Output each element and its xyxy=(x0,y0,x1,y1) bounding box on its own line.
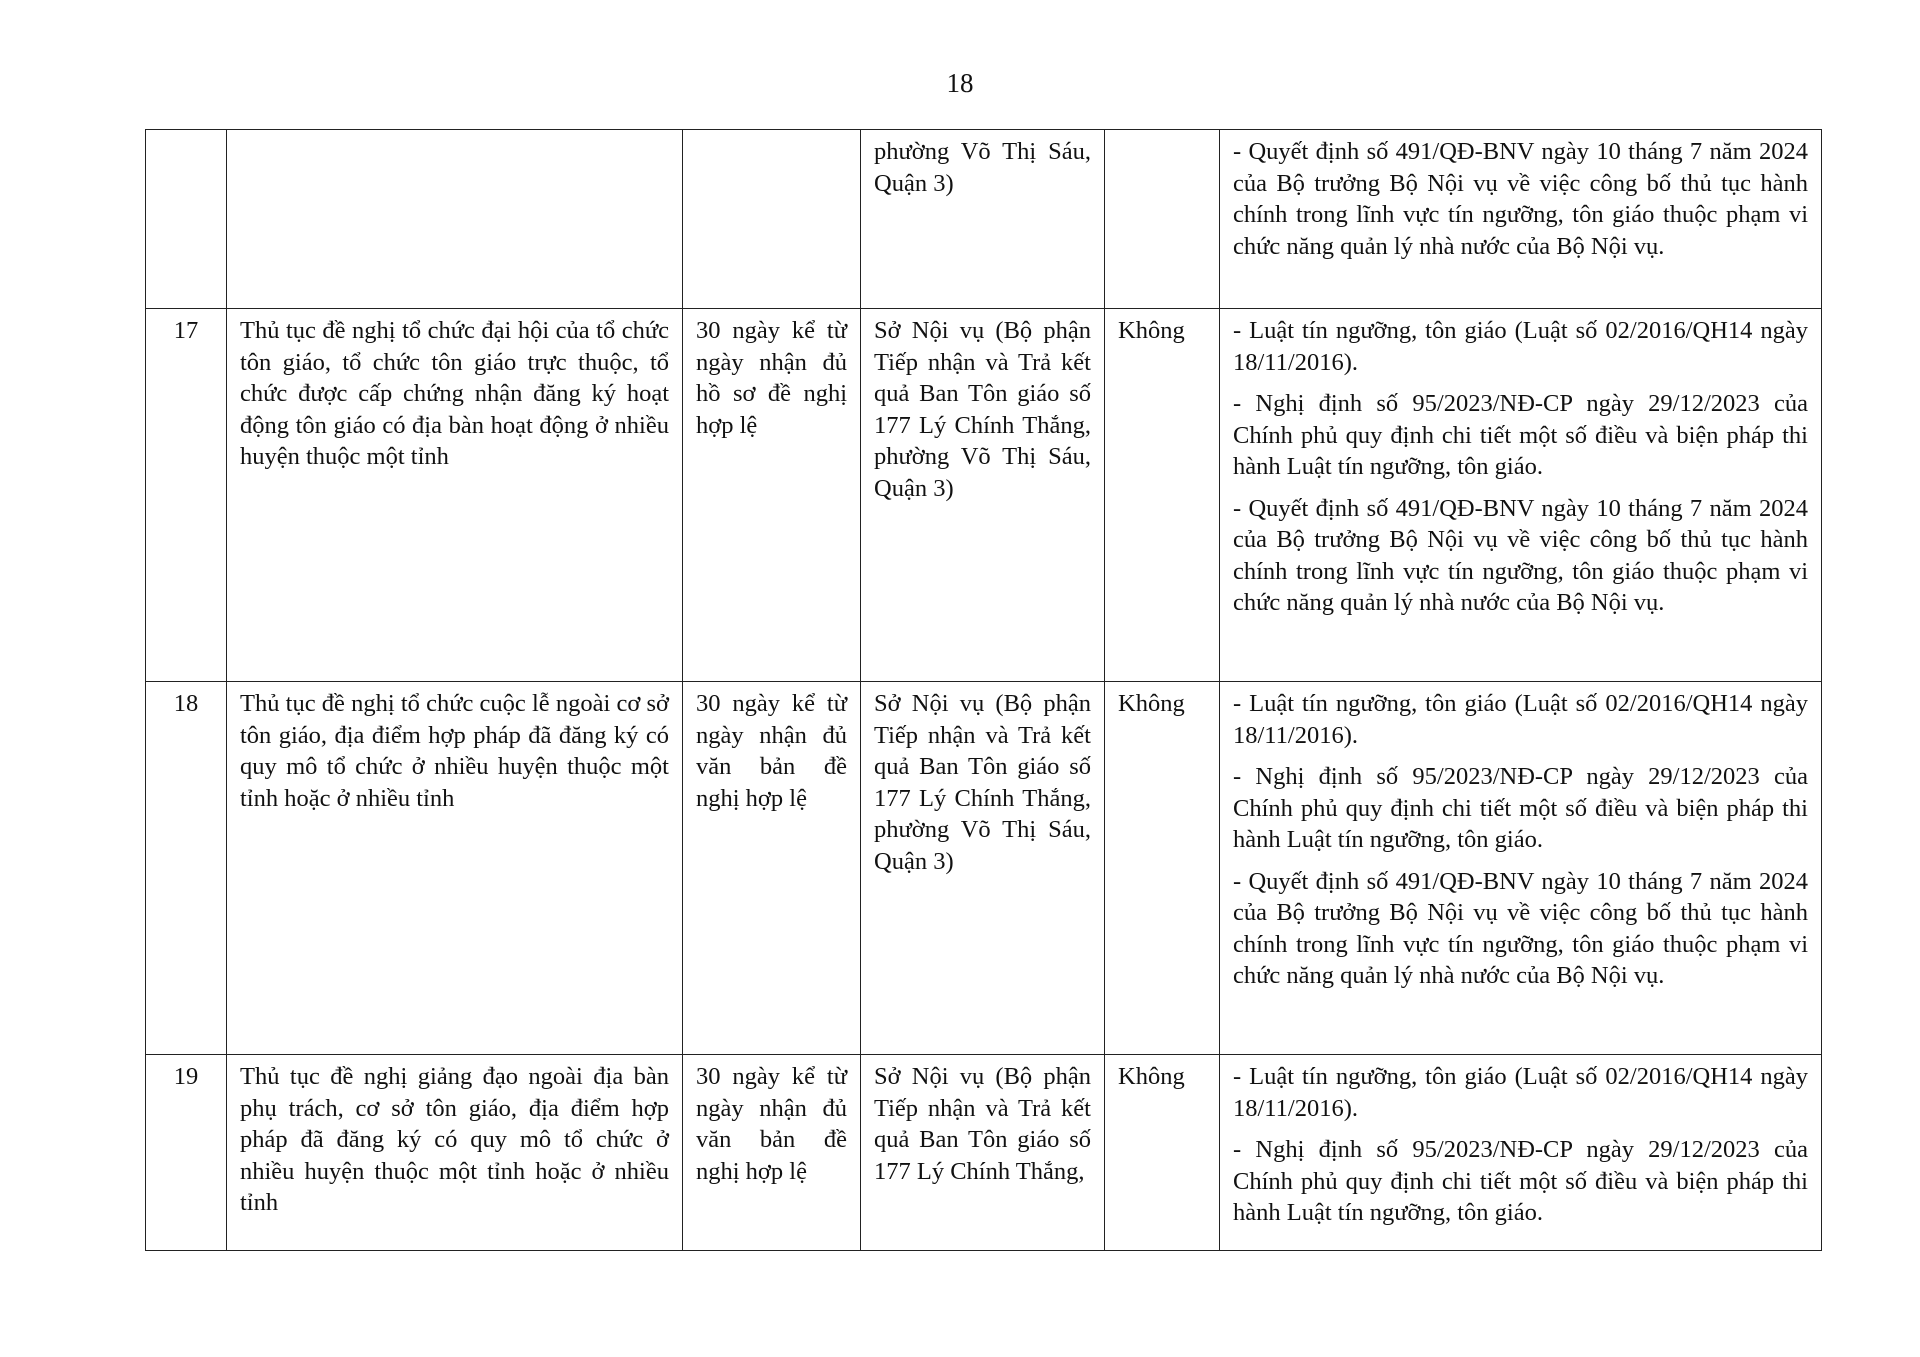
legal-basis-item: - Nghị định số 95/2023/NĐ-CP ngày 29/12/2023 của Chính phủ quy định chi tiết một số điều và biện pháp thi hành Luật tín ngưỡng, tôn giáo. xyxy=(1233,1136,1808,1226)
legal-basis-item: - Luật tín ngưỡng, tôn giáo (Luật số 02/2016/QH14 ngày 18/11/2016). xyxy=(1233,690,1808,749)
legal-basis-item: - Quyết định số 491/QĐ-BNV ngày 10 tháng 7 năm 2024 của Bộ trưởng Bộ Nội vụ về việc công bố thủ tục hành chính trong lĩnh vực tín ngưỡng, tôn giáo thuộc phạm vi chức năng quản lý nhà nước của Bộ Nội vụ. xyxy=(1233,138,1808,260)
row-number: 19 xyxy=(146,1055,227,1251)
table-row xyxy=(146,309,1822,682)
submission-place: phường Võ Thị Sáu, Quận 3) xyxy=(861,130,1105,309)
table-row xyxy=(146,682,1822,1055)
submission-place: Sở Nội vụ (Bộ phận Tiếp nhận và Trả kết quả Ban Tôn giáo số 177 Lý Chính Thắng, xyxy=(861,1055,1105,1251)
fee xyxy=(1105,130,1220,309)
legal-basis xyxy=(1220,130,1822,309)
processing-time xyxy=(683,130,861,309)
row-number: 18 xyxy=(146,682,227,1055)
procedures-table xyxy=(145,129,1822,1251)
row-number: 17 xyxy=(146,309,227,682)
processing-time: 30 ngày kể từ ngày nhận đủ văn bản đề nghị hợp lệ xyxy=(683,1055,861,1251)
legal-basis xyxy=(1220,309,1822,682)
row-number xyxy=(146,130,227,309)
procedure-name: Thủ tục đề nghị giảng đạo ngoài địa bàn phụ trách, cơ sở tôn giáo, địa điểm hợp pháp đã đăng ký có quy mô tổ chức ở nhiều huyện thuộc một tỉnh hoặc ở nhiều tỉnh xyxy=(227,1055,683,1251)
procedure-name xyxy=(227,130,683,309)
legal-basis-item: - Luật tín ngưỡng, tôn giáo (Luật số 02/2016/QH14 ngày 18/11/2016). xyxy=(1233,1063,1808,1122)
submission-place: Sở Nội vụ (Bộ phận Tiếp nhận và Trả kết quả Ban Tôn giáo số 177 Lý Chính Thắng, phường Võ Thị Sáu, Quận 3) xyxy=(861,309,1105,682)
legal-basis-item: - Nghị định số 95/2023/NĐ-CP ngày 29/12/2023 của Chính phủ quy định chi tiết một số điều và biện pháp thi hành Luật tín ngưỡng, tôn giáo. xyxy=(1233,763,1808,853)
legal-basis-item: - Nghị định số 95/2023/NĐ-CP ngày 29/12/2023 của Chính phủ quy định chi tiết một số điều và biện pháp thi hành Luật tín ngưỡng, tôn giáo. xyxy=(1233,390,1808,480)
fee: Không xyxy=(1105,1055,1220,1251)
table-row xyxy=(146,130,1822,309)
processing-time: 30 ngày kể từ ngày nhận đủ văn bản đề nghị hợp lệ xyxy=(683,682,861,1055)
legal-basis xyxy=(1220,1055,1822,1251)
fee: Không xyxy=(1105,309,1220,682)
page-number: 18 xyxy=(946,68,974,98)
table-row xyxy=(146,1055,1822,1251)
processing-time: 30 ngày kể từ ngày nhận đủ hồ sơ đề nghị hợp lệ xyxy=(683,309,861,682)
legal-basis-item: - Quyết định số 491/QĐ-BNV ngày 10 tháng 7 năm 2024 của Bộ trưởng Bộ Nội vụ về việc công bố thủ tục hành chính trong lĩnh vực tín ngưỡng, tôn giáo thuộc phạm vi chức năng quản lý nhà nước của Bộ Nội vụ. xyxy=(1233,494,1808,616)
procedure-name: Thủ tục đề nghị tổ chức đại hội của tổ chức tôn giáo, tổ chức tôn giáo trực thuộc, tổ chức được cấp chứng nhận đăng ký hoạt động tôn giáo có địa bàn hoạt động ở nhiều huyện thuộc một tỉnh xyxy=(227,309,683,682)
legal-basis-item: - Luật tín ngưỡng, tôn giáo (Luật số 02/2016/QH14 ngày 18/11/2016). xyxy=(1233,317,1808,376)
submission-place: Sở Nội vụ (Bộ phận Tiếp nhận và Trả kết quả Ban Tôn giáo số 177 Lý Chính Thắng, phường Võ Thị Sáu, Quận 3) xyxy=(861,682,1105,1055)
procedure-name: Thủ tục đề nghị tổ chức cuộc lễ ngoài cơ sở tôn giáo, địa điểm hợp pháp đã đăng ký có quy mô tổ chức ở nhiều huyện thuộc một tỉnh hoặc ở nhiều tỉnh xyxy=(227,682,683,1055)
fee: Không xyxy=(1105,682,1220,1055)
legal-basis xyxy=(1220,682,1822,1055)
legal-basis-item: - Quyết định số 491/QĐ-BNV ngày 10 tháng 7 năm 2024 của Bộ trưởng Bộ Nội vụ về việc công bố thủ tục hành chính trong lĩnh vực tín ngưỡng, tôn giáo thuộc phạm vi chức năng quản lý nhà nước của Bộ Nội vụ. xyxy=(1233,867,1808,989)
